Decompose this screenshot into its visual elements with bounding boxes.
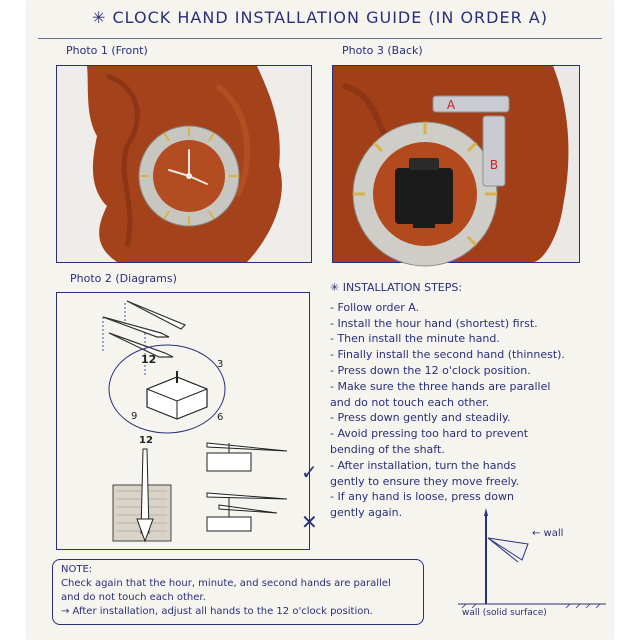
step-item: - Press down the 12 o'clock position.: [330, 363, 531, 377]
bracket-label-a: A: [446, 98, 456, 112]
note-label: NOTE:: [61, 564, 93, 575]
bracket-label-b: B: [489, 158, 499, 172]
wall-surface-label: wall (solid surface): [462, 608, 547, 618]
note-line-1: Check again that the hour, minute, and second hands are parallel: [61, 578, 391, 589]
step-item: - Install the hour hand (shortest) first.: [330, 316, 538, 330]
second-hand-shape: [127, 301, 185, 329]
note-line-3: → After installation, adjust all hands to the 12 o'clock position.: [61, 606, 373, 617]
step-item: bending of the shaft.: [330, 442, 445, 456]
step-item: - Press down gently and steadily.: [330, 411, 511, 425]
step-item: - Make sure the three hands are parallel: [330, 379, 551, 393]
photo-front: [56, 65, 312, 263]
square-clock-12: 12: [139, 435, 153, 446]
step-item: - Then install the minute hand.: [330, 332, 500, 346]
dial-3: 3: [217, 359, 224, 370]
diagram-panel: [56, 292, 318, 550]
step-item: - Finally install the second hand (thinnest).: [330, 348, 565, 362]
steps-list: [330, 300, 600, 521]
note-box: [52, 559, 424, 625]
photo1-caption: Photo 1 (Front): [66, 44, 148, 57]
back-clock-image: [333, 66, 579, 262]
installation-steps: [330, 280, 600, 521]
front-clock-image: [57, 66, 311, 262]
photo-back: [332, 65, 580, 263]
step-item: gently again.: [330, 506, 403, 520]
guide-sheet: [28, 0, 612, 640]
correct-mark: ✓: [301, 460, 318, 484]
step-item: gently to ensure they move freely.: [330, 474, 520, 488]
step-item: - After installation, turn the hands: [330, 458, 517, 472]
steps-heading: ✳ INSTALLATION STEPS:: [330, 281, 463, 294]
wall-diagram: [448, 508, 608, 618]
page-title: ✳ CLOCK HAND INSTALLATION GUIDE (IN ORDER A): [92, 8, 548, 27]
title-underline: [38, 38, 602, 39]
photo2-caption: Photo 2 (Diagrams): [70, 272, 177, 285]
step-item: - Follow order A.: [330, 300, 420, 314]
dial-9: 9: [131, 411, 138, 422]
wall-label: ← wall: [532, 528, 564, 539]
hands-diagram: [57, 293, 318, 549]
step-item: - Avoid pressing too hard to prevent: [330, 427, 529, 441]
wrong-mark: ✕: [301, 510, 318, 534]
dial-12: 12: [141, 353, 157, 366]
note-line-2: and do not touch each other.: [61, 592, 206, 603]
dial-6: 6: [217, 412, 224, 423]
step-item: - If any hand is loose, press down: [330, 490, 514, 504]
photo3-caption: Photo 3 (Back): [342, 44, 423, 57]
step-item: and do not touch each other.: [330, 395, 490, 409]
